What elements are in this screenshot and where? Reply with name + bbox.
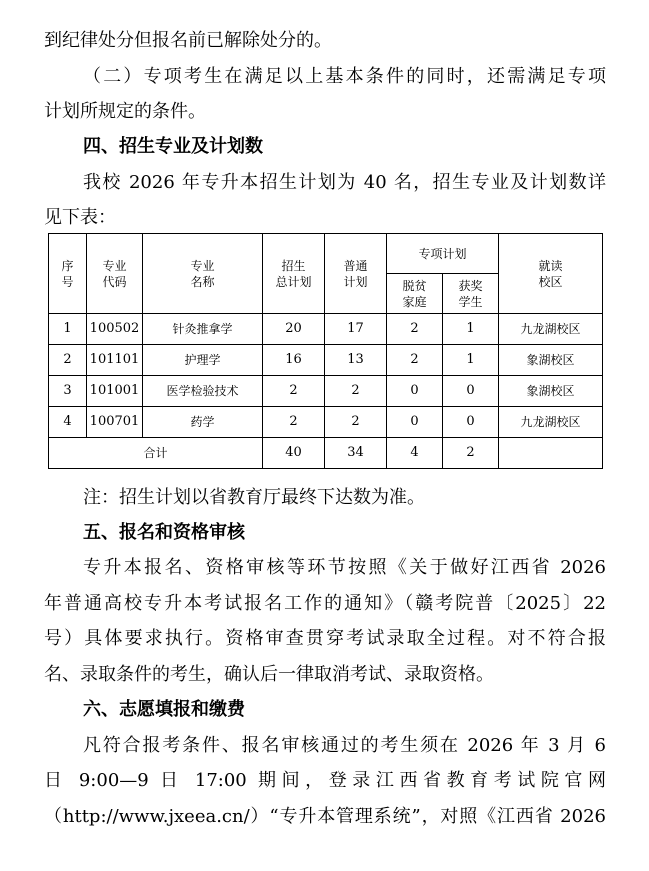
cell-normal: 2 <box>325 407 387 438</box>
cell-award: 1 <box>443 345 499 376</box>
table-header-row <box>49 234 603 274</box>
cell-total: 40 <box>263 438 325 469</box>
cell-name: 医学检验技术 <box>143 376 263 407</box>
cell-award: 2 <box>443 438 499 469</box>
cell-campus: 九龙湖校区 <box>499 407 603 438</box>
cell-total: 2 <box>263 376 325 407</box>
table-row <box>49 376 603 407</box>
paragraph-special-line1: （二）专项考生在满足以上基本条件的同时，还需满足专项 <box>83 66 606 87</box>
paragraph-registration-line4: 名、录取条件的考生，确认后一律取消考试、录取资格。 <box>44 664 494 685</box>
cell-seq: 1 <box>49 314 87 345</box>
cell-normal: 2 <box>325 376 387 407</box>
section-heading-6: 六、志愿填报和缴费 <box>83 699 245 720</box>
table-total-row <box>49 438 603 469</box>
cell-name: 护理学 <box>143 345 263 376</box>
paragraph-plan-line2: 见下表： <box>44 207 116 228</box>
cell-campus: 象湖校区 <box>499 345 603 376</box>
header-normal: 普通 计划 <box>325 234 387 314</box>
cell-total-label: 合计 <box>49 438 263 469</box>
cell-seq: 4 <box>49 407 87 438</box>
cell-name: 针灸推拿学 <box>143 314 263 345</box>
cell-normal: 34 <box>325 438 387 469</box>
cell-name: 药学 <box>143 407 263 438</box>
cell-award: 1 <box>443 314 499 345</box>
paragraph-special-line2: 计划所规定的条件。 <box>44 101 206 122</box>
header-special: 专项计划 <box>387 234 499 274</box>
header-poor: 脱贫 家庭 <box>387 274 443 314</box>
paragraph-registration-line3: 号）具体要求执行。资格审查贯穿考试录取全过程。对不符合报 <box>44 628 606 649</box>
cell-normal: 17 <box>325 314 387 345</box>
cell-total: 16 <box>263 345 325 376</box>
paragraph-application-line3: （http://www.jxeea.cn/）“专升本管理系统”，对照《江西省 2026 <box>44 806 606 827</box>
cell-total: 20 <box>263 314 325 345</box>
cell-poor: 2 <box>387 314 443 345</box>
cell-normal: 13 <box>325 345 387 376</box>
section-heading-4: 四、招生专业及计划数 <box>83 136 263 157</box>
table-row <box>49 314 603 345</box>
cell-poor: 0 <box>387 376 443 407</box>
section-heading-5: 五、报名和资格审核 <box>83 522 245 543</box>
cell-poor: 4 <box>387 438 443 469</box>
paragraph-plan-line1: 我校 2026 年专升本招生计划为 40 名，招生专业及计划数详 <box>83 172 606 193</box>
paragraph-eligibility-end: 到纪律处分但报名前已解除处分的。 <box>44 30 332 51</box>
header-seq: 序 号 <box>49 234 87 314</box>
cell-code: 100701 <box>87 407 143 438</box>
cell-campus <box>499 438 603 469</box>
cell-code: 101101 <box>87 345 143 376</box>
cell-poor: 2 <box>387 345 443 376</box>
table-note: 注：招生计划以省教育厅最终下达数为准。 <box>83 487 425 508</box>
enrollment-plan-table <box>48 233 603 469</box>
paragraph-application-line2: 日 9:00—9 日 17:00 期间，登录江西省教育考试院官网 <box>44 770 606 791</box>
cell-award: 0 <box>443 407 499 438</box>
header-total: 招生 总计划 <box>263 234 325 314</box>
table-row <box>49 407 603 438</box>
cell-poor: 0 <box>387 407 443 438</box>
header-name: 专业 名称 <box>143 234 263 314</box>
cell-seq: 3 <box>49 376 87 407</box>
cell-code: 101001 <box>87 376 143 407</box>
paragraph-application-line1: 凡符合报考条件、报名审核通过的考生须在 2026 年 3 月 6 <box>83 735 606 756</box>
cell-award: 0 <box>443 376 499 407</box>
cell-total: 2 <box>263 407 325 438</box>
table-row <box>49 345 603 376</box>
header-award: 获奖 学生 <box>443 274 499 314</box>
cell-code: 100502 <box>87 314 143 345</box>
cell-campus: 象湖校区 <box>499 376 603 407</box>
header-campus: 就读 校区 <box>499 234 603 314</box>
cell-campus: 九龙湖校区 <box>499 314 603 345</box>
paragraph-registration-line2: 年普通高校专升本考试报名工作的通知》（赣考院普〔2025〕22 <box>44 593 606 614</box>
header-code: 专业 代码 <box>87 234 143 314</box>
cell-seq: 2 <box>49 345 87 376</box>
paragraph-registration-line1: 专升本报名、资格审核等环节按照《关于做好江西省 2026 <box>83 557 606 578</box>
